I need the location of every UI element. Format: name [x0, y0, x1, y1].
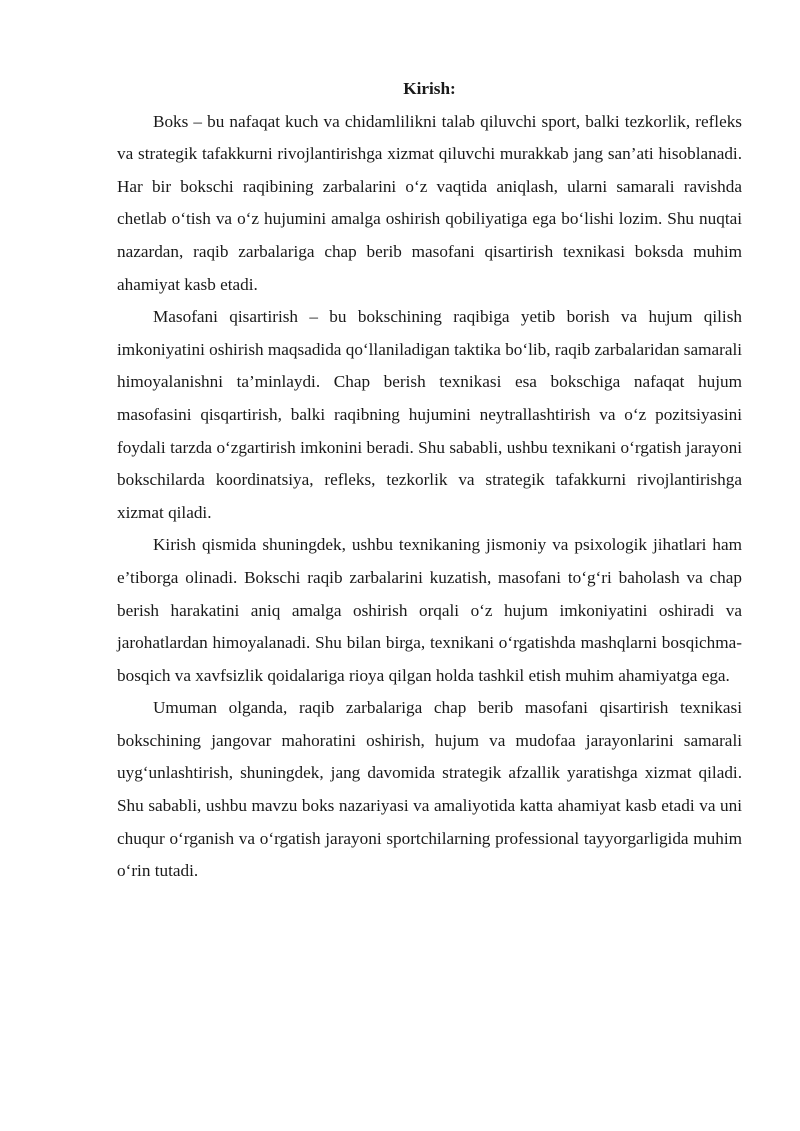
paragraph-1: Boks – bu nafaqat kuch va chidamlilikni talab qiluvchi sport, balki tezkorlik, refleks va strategik tafakkurni rivojlantirishga xizmat qiluvchi murakkab jang san’ati hisoblanadi. Har bir bokschi raqibining zarbalarini o‘z vaqtida aniqlash, ularni samarali ravishda chetlab o‘tish va o‘z hujumini amalga oshirish qobiliyatiga ega bo‘lishi lozim. Shu nuqtai nazardan, raqib zarbalariga chap berib masofani qisartirish texnikasi boksda muhim ahamiyat kasb etadi.: [117, 111, 742, 294]
paragraph-2: Masofani qisartirish – bu bokschining raqibiga yetib borish va hujum qilish imkoniyatini oshirish maqsadida qo‘llaniladigan taktika bo‘lib, raqib zarbalaridan samarali himoyalanishni ta’minlaydi. Chap berish texnikasi esa bokschiga nafaqat hujum masofasini qisqartirish, balki raqibning hujumini neytrallashtirish va o‘z pozitsiyasini foydali tarzda o‘zgartirish imkonini beradi. Shu sababli, ushbu texnikani o‘rgatish jarayoni bokschilarda koordinatsiya, refleks, tezkorlik va strategik tafakkurni rivojlantirishga xizmat qiladi.: [117, 307, 742, 522]
document-body: [117, 73, 742, 888]
paragraph-3: Kirish qismida shuningdek, ushbu texnikaning jismoniy va psixologik jihatlari ham e’tiborga olinadi. Bokschi raqib zarbalarini kuzatish, masofani to‘g‘ri baholash va chap berish harakatini aniq amalga oshirish orqali o‘z hujum imkoniyatini oshiradi va jarohatlardan himoyalanadi. Shu bilan birga, texnikani o‘rgatishda mashqlarni bosqichma-bosqich va xavfsizlik qoidalariga rioya qilgan holda tashkil etish muhim ahamiyatga ega.: [117, 535, 742, 685]
paragraph-4: Umuman olganda, raqib zarbalariga chap berib masofani qisartirish texnikasi bokschining jangovar mahoratini oshirish, hujum va mudofaa jarayonlarini samarali uyg‘unlashtirish, shuningdek, jang davomida strategik afzallik yaratishga xizmat qiladi. Shu sababli, ushbu mavzu boks nazariyasi va amaliyotida katta ahamiyat kasb etadi va uni chuqur o‘rganish va o‘rgatish jarayoni sportchilarning professional tayyorgarligida muhim o‘rin tutadi.: [117, 698, 742, 881]
section-heading: Kirish:: [403, 79, 456, 98]
